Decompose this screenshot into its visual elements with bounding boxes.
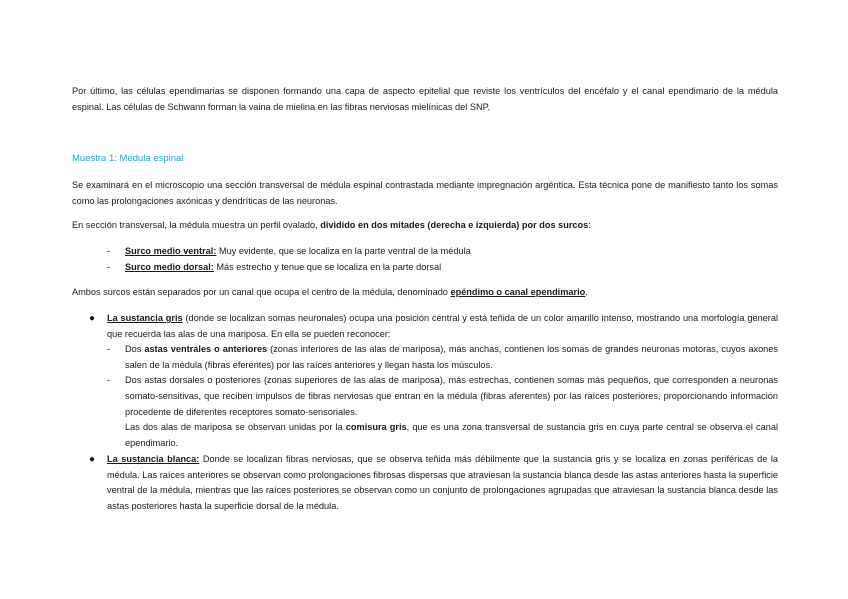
paragraph-ependimo: Ambos surcos están separados por un canal que ocupa el centro de la médula, denominado epéndimo o canal ependimario. bbox=[72, 287, 588, 297]
bullet-icon: ● bbox=[89, 454, 96, 465]
term-surco-ventral: Surco medio ventral: bbox=[125, 246, 217, 256]
sub-item-astas-dorsales: - Dos astas dorsales o posteriores (zonas superiores de las alas de mariposa), más estrechas, contienen somas más pequeños, que corresponden a neuronas somato-sensitivas, que reciben impulsos de fibras nerviosas que entran en la médula (fibras aferentes) por las raíces posteriores, proporcionando información procedente de diferentes receptores somato-sensoriales. bbox=[107, 375, 779, 417]
comisura-gris-text: Las dos alas de mariposa se observan unidas por la comisura gris, que es una zona transversal de sustancia gris en cuya parte central se observa el canal ependimario. bbox=[125, 422, 778, 448]
bullet-icon: ● bbox=[89, 313, 96, 324]
sub-item-astas-ventrales: - Dos astas ventrales o anteriores (zonas inferiores de las alas de mariposa), más anchas, contienen los somas de grandes neuronas motoras, cuyos axones salen de la médula (fibras eferentes) por las raíces anteriores y llegan hasta los músculos. bbox=[107, 344, 778, 370]
list-item-surco-dorsal: - Surco medio dorsal: Más estrecho y tenue que se localiza en la parte dorsal bbox=[107, 261, 442, 272]
bold-two-halves: dividido en dos mitades (derecha e izquierda) por dos surcos bbox=[320, 220, 589, 230]
term-surco-dorsal: Surco medio dorsal: bbox=[125, 261, 214, 272]
list-item-surco-ventral: - Surco medio ventral: Muy evidente, que se localiza en la parte ventral de la médula bbox=[107, 246, 471, 256]
intro-paragraph: Por último, las células ependimarias se disponen formando una capa de aspecto epitelial que reviste los ventrículos del encéfalo y el canal ependimario de la médula espinal. Las células de Schwann forman la vaina de mielina en las fibras nerviosas mielínicas del SNP. bbox=[72, 86, 778, 112]
paragraph-transversal: En sección transversal, la médula muestra un perfil ovalado, dividido en dos mitades (derecha e izquierda) por dos surcos: bbox=[72, 220, 591, 230]
term-sustancia-gris: La sustancia gris bbox=[107, 313, 183, 323]
list-item-sustancia-blanca: ● La sustancia blanca: Donde se localizan fibras nerviosas, que se observa teñida más débilmente que la sustancia gris y se localiza en zonas periféricas de la médula. Las raíces anteriores se observan como prolongaciones fibrosas dispersas que atraviesan la sustancia blanca desde las astas anteriores hasta la superficie ventral de la médula, mientras que las raíces posteriores se observan como un conjunto de prolongaciones agrupadas que atraviesan la sustancia blanca desde las astas posteriores hasta la superficie dorsal de la médula. bbox=[89, 454, 778, 511]
list-item-sustancia-gris bbox=[89, 311, 778, 451]
section-title: Muestra 1: Médula espinal bbox=[72, 153, 184, 164]
sustancia-gris-intro: La sustancia gris (donde se localizan somas neuronales) ocupa una posición central y está teñida de un color amarillo intenso, mostrando una morfología general que recuerda las alas de una mariposa. En ella se pueden reconocer: bbox=[107, 313, 779, 339]
paragraph-technique: Se examinará en el microscopio una sección transversal de médula espinal contrastada mediante impregnación argéntica. Esta técnica pone de manifiesto tanto los somas como las prolongaciones axónicas y dendríticas de las neuronas. bbox=[72, 180, 778, 206]
term-sustancia-blanca: La sustancia blanca: bbox=[107, 454, 200, 464]
surcos-list bbox=[107, 244, 778, 275]
term-ependimo: epéndimo o canal ependimario bbox=[450, 287, 586, 297]
